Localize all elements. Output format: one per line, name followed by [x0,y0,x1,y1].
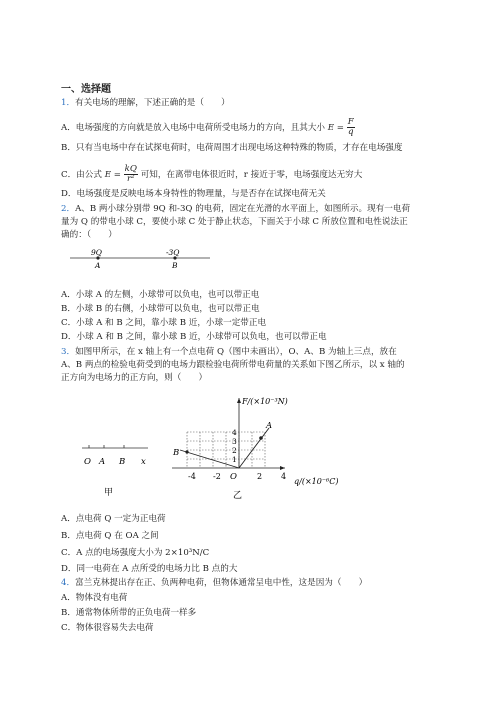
q1-option-b: B．只有当电场中存在试探电荷时，电荷周围才出现电场这种特殊的物质，才存在电场强度 [61,143,403,153]
q2-charge-a: 9Q [91,248,102,257]
q3-yi-point-a [259,436,263,440]
q2-stem-line-2: 量为 Q 的带电小球 C，要使小球 C 处于静止状态，下面关于小球 C 所放位置和电性说法正 [61,217,408,227]
q3-yi-y-tick-2: 2 [232,446,237,455]
q3-jia-point-a: A [99,457,106,467]
q3-yi-y-arrow [237,398,241,403]
q4-option-a: A．物体没有电荷 [61,593,128,603]
q1-option-a [61,118,355,137]
q3-yi-caption: 乙 [233,491,243,501]
q3-yi-x-arrow [280,466,285,470]
q1-option-c-num: kQ [124,164,137,174]
section-title: 一、选择题 [61,84,111,95]
q3-jia-caption: 甲 [104,488,114,498]
q3-yi-line-a [239,428,269,468]
q1-option-a-text: A．电场强度的方向就是放入电场中电荷所受电场力的方向，且其大小 [61,123,326,133]
q3-yi-label-b: B [173,448,180,458]
q3-yi-x-tick-4: 4 [281,472,287,481]
q3-figure-jia [78,440,158,500]
q1-formula-lhs: E = [327,123,344,133]
q2-charge-b: -3Q [166,248,180,257]
q3-jia-point-b: B [119,457,126,467]
q1-number: 1． [61,98,76,108]
q3-yi-y-tick-1: 1 [232,455,237,464]
q3-option-a: A．点电荷 Q 一定为正电荷 [61,514,166,524]
q3-jia-point-o: O [84,457,91,467]
q3-figure-yi [160,388,360,508]
q3-yi-label-a: A [266,421,273,431]
q4-stem: 富兰克林提出存在正、负两种电荷，但物体通常呈电中性，这是因为（ ） [75,578,368,588]
q2-label-b: B [172,261,178,270]
q1-option-c-fraction [124,165,138,184]
q4-option-b: B．通常物体所带的正负电荷一样多 [61,608,197,618]
q2-stem-line-1 [61,204,410,215]
q2-stem-line-3: 确的：（ ） [61,230,117,240]
q2-option-a: A．小球 A 的左侧，小球带可以负电，也可以带正电 [61,290,260,300]
q1-formula-fraction [347,118,355,137]
q1-stem-line [61,98,230,109]
q3-stem-line-1 [61,347,397,358]
q2-stem-1: A、B 两小球分别带 9Q 和-3Q 的电荷，固定在光滑的水平面上，如图所示。现有一电荷 [75,204,411,214]
q3-yi-point-b [185,450,188,453]
q2-option-b: B．小球 B 的右侧，小球带可以负电，也可以带正电 [61,304,260,314]
q3-yi-x-tick-m2: -2 [213,472,221,481]
q1-option-c-formula-lhs: E = [104,170,121,180]
q3-stem-1: 如图甲所示，在 x 轴上有一个点电荷 Q（图中未画出），O、A、B 为轴上三点，放在 [75,347,397,357]
q3-yi-x-tick-m4: -4 [188,472,196,481]
q4-option-c: C．物体很容易失去电荷 [61,623,154,633]
q2-figure [60,246,220,276]
q3-yi-origin: O [230,472,237,482]
q1-option-c-pre: C．由公式 [61,170,102,180]
q3-yi-grid [187,432,265,468]
q1-option-c-den: r² [126,174,135,184]
q4-stem-line [61,578,367,589]
q3-jia-axis-label: x [141,457,146,467]
q1-option-c-post: 可知，在离带电体很近时，r 接近于零，电场强度达无穷大 [140,170,363,180]
q3-option-d: D．同一电荷在 A 点所受的电场力比 B 点的大 [61,564,238,574]
q3-yi-y-tick-3: 3 [232,437,237,446]
q1-formula-den: q [347,127,354,137]
q1-option-d: D．电场强度是反映电场本身特性的物理量，与是否存在试探电荷无关 [61,189,326,199]
q2-number: 2． [61,204,76,214]
q4-number: 4． [61,578,76,588]
q3-option-c: C．A 点的电场强度大小为 2×10³N/C [61,548,210,558]
q1-stem: 有关电场的理解，下述正确的是（ ） [75,98,230,108]
q3-yi-x-tick-2: 2 [257,472,263,481]
q2-label-a: A [95,261,101,270]
q2-option-c: C．小球 A 和 B 之间，靠小球 B 近，小球一定带正电 [61,318,267,328]
q3-option-b: B．点电荷 Q 在 OA 之间 [61,531,159,541]
q3-yi-x-label: q/(×10⁻⁶C) [294,477,339,486]
q3-number: 3． [61,347,76,357]
q2-option-d: D．小球 A 和 B 之间，靠小球 B 近，小球带可以负电，也可以带正电 [61,332,327,342]
q1-formula-num: F [347,117,354,127]
q3-yi-y-label: F/(×10⁻³N) [242,397,288,406]
q3-stem-line-3: 正方向为电场力的正方向，则（ ） [61,373,208,383]
q3-stem-line-2: A、B 两点的检验电荷受到的电场力跟检验电荷所带电荷量的关系如下图乙所示，以 x 轴的 [61,360,405,370]
q1-option-c [61,165,362,184]
q3-yi-y-tick-4: 4 [232,428,237,437]
